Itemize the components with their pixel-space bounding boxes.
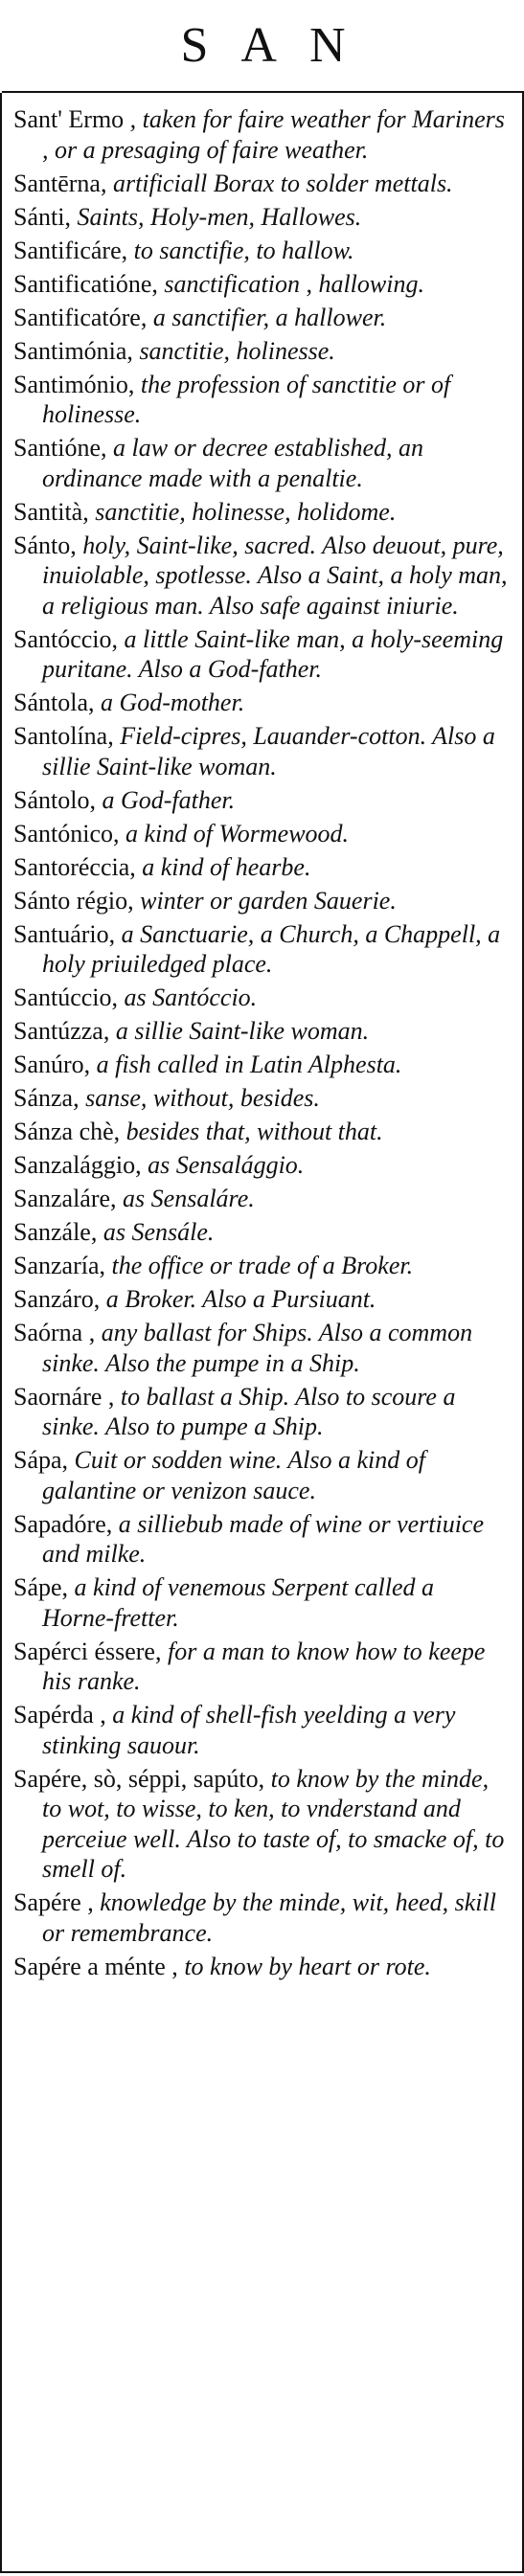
dictionary-entry xyxy=(13,1117,509,1147)
entry-definition: as Santóccio. xyxy=(118,983,258,1011)
dictionary-entry xyxy=(13,1445,509,1505)
entry-definition: a Broker. Also a Pursiuant. xyxy=(100,1285,376,1313)
entry-headword: Sanzaláre, xyxy=(13,1185,117,1212)
entry-headword: Sanúro, xyxy=(13,1051,91,1078)
entry-headword: Sapadóre, xyxy=(13,1509,113,1538)
entry-headword: Sapérci éssere, xyxy=(13,1637,162,1665)
dictionary-entry xyxy=(13,721,509,781)
entry-headword: Saórna , xyxy=(13,1319,96,1346)
entry-headword: Sántola, xyxy=(13,689,95,716)
entry-headword: Santóccio, xyxy=(13,624,119,653)
entries-column xyxy=(0,93,524,2573)
entry-headword: Sapére, sò, séppi, sapúto, xyxy=(13,1764,265,1793)
dictionary-entry xyxy=(13,886,509,916)
entry-definition: as Sensále. xyxy=(97,1218,215,1246)
dictionary-entry xyxy=(13,531,509,621)
dictionary-entry xyxy=(13,1952,509,1982)
dictionary-entry xyxy=(13,785,509,816)
entry-definition: sanctitie, holinesse, holidome. xyxy=(88,497,397,526)
dictionary-entry xyxy=(13,370,509,430)
dictionary-entry xyxy=(13,919,509,980)
entry-definition: a kind of hearbe. xyxy=(135,852,311,881)
entry-definition: artificiall Borax to solder mettals. xyxy=(106,169,453,197)
entry-definition: a kind of shell-fish yeelding a very stinking sauour. xyxy=(42,1701,456,1759)
dictionary-entry xyxy=(13,624,509,685)
dictionary-entry xyxy=(13,1572,509,1633)
dictionary-entry xyxy=(13,1184,509,1214)
entry-definition: the office or trade of a Broker. xyxy=(105,1252,414,1279)
dictionary-entry xyxy=(13,1050,509,1080)
entry-definition: any ballast for Ships. Also a common sinke. Also the pumpe in a Ship. xyxy=(42,1319,473,1377)
entry-definition: to know by the minde, to wot, to wisse, to ken, to vnderstand and perceiue well. Also to taste of, to smacke of, to smell of. xyxy=(42,1764,505,1883)
entry-definition: Field-cipres, Lauander-cotton. Also a sillie Saint-like woman. xyxy=(42,722,495,780)
entry-definition: holy, Saint-like, sacred. Also deuout, pure, inuiolable, spotlesse. Also a Saint, a holy man, a religious man. Also safe against iniurie. xyxy=(42,531,508,620)
entry-headword: Saornáre , xyxy=(13,1382,115,1411)
section-heading: SAN xyxy=(180,18,378,73)
entry-definition: Saints, Holy-men, Hallowes. xyxy=(70,202,362,231)
entry-headword: Sapérda , xyxy=(13,1701,106,1729)
entry-headword: Sápe, xyxy=(13,1573,69,1601)
entry-headword: Sánto, xyxy=(13,531,77,559)
entry-definition: sanctitie, holinesse. xyxy=(132,336,335,365)
entry-definition: to know by heart or rote. xyxy=(177,1952,431,1980)
page-header xyxy=(2,0,524,93)
dictionary-entry xyxy=(13,303,509,333)
entry-headword: Sanzalággio, xyxy=(13,1151,142,1179)
entry-headword: Sant' Ermo xyxy=(13,105,125,133)
entry-definition: sanctification , hallowing. xyxy=(157,269,424,298)
entry-headword: Santimónio, xyxy=(13,370,135,398)
entry-headword: Sápa, xyxy=(13,1446,69,1474)
entry-headword: Sánza chè, xyxy=(13,1118,121,1145)
entry-definition: a law or decree established, an ordinance made with a penaltie. xyxy=(42,434,423,492)
entry-headword: Sánza, xyxy=(13,1084,80,1112)
entry-headword: Santificatióne, xyxy=(13,269,158,298)
entry-headword: Santērna, xyxy=(13,169,107,197)
entry-headword: Santuário, xyxy=(13,919,116,948)
entry-definition: besides that, without that. xyxy=(120,1118,383,1145)
dictionary-entry xyxy=(13,202,509,233)
dictionary-entry xyxy=(13,1637,509,1697)
dictionary-entry xyxy=(13,1509,509,1570)
entry-definition: as Sensalággio. xyxy=(141,1151,305,1179)
dictionary-entry xyxy=(13,269,509,300)
dictionary-entry xyxy=(13,1083,509,1114)
entry-definition: Cuit or sodden wine. Also a kind of galantine or venizon sauce. xyxy=(42,1446,425,1504)
entry-definition: a God-mother. xyxy=(94,689,245,716)
entry-definition: to sanctifie, to hallow. xyxy=(127,236,354,264)
entry-definition: for a man to know how to keepe his ranke. xyxy=(42,1637,486,1695)
entry-definition: a God-father. xyxy=(95,785,236,814)
entry-headword: Sánto régio, xyxy=(13,886,134,915)
dictionary-entry xyxy=(13,852,509,883)
entry-definition: a sillie Saint-like woman. xyxy=(109,1017,370,1045)
entry-headword: Santità, xyxy=(13,497,89,526)
dictionary-entry xyxy=(13,688,509,718)
dictionary-entry xyxy=(13,1284,509,1315)
entry-definition: a little Saint-like man, a holy-seeming puritane. Also a God-father. xyxy=(42,624,504,683)
entry-definition: as Sensaláre. xyxy=(116,1185,255,1212)
entry-headword: Sanzáro, xyxy=(13,1285,101,1313)
entry-definition: , taken for faire weather for Mariners , or a presaging of faire weather. xyxy=(42,105,505,164)
dictionary-entry xyxy=(13,497,509,528)
dictionary-entry xyxy=(13,1016,509,1047)
entry-headword: Sanzále, xyxy=(13,1218,98,1246)
entry-headword: Sapére a ménte , xyxy=(13,1952,178,1980)
dictionary-entry xyxy=(13,1700,509,1760)
entry-headword: Santúccio, xyxy=(13,983,119,1011)
entry-definition: to ballast a Ship. Also to scoure a sinke. Also to pumpe a Ship. xyxy=(42,1382,456,1440)
dictionary-entry xyxy=(13,1318,509,1378)
entry-definition: knowledge by the minde, wit, heed, skill or remembrance. xyxy=(42,1888,496,1947)
dictionary-entry xyxy=(13,433,509,493)
entry-headword: Santificatóre, xyxy=(13,303,148,331)
dictionary-entry xyxy=(13,819,509,849)
entry-definition: sanse, without, besides. xyxy=(79,1084,320,1112)
entry-headword: Santoréccia, xyxy=(13,852,136,881)
entry-headword: Sapére , xyxy=(13,1888,94,1916)
entry-headword: Santimónia, xyxy=(13,336,133,365)
entry-headword: Santolína, xyxy=(13,722,114,750)
dictionary-entry xyxy=(13,336,509,367)
dictionary-entry xyxy=(13,1764,509,1885)
entry-headword: Sántolo, xyxy=(13,785,96,814)
entry-headword: Santificáre, xyxy=(13,236,128,264)
dictionary-entry xyxy=(13,1150,509,1181)
entry-headword: Santióne, xyxy=(13,434,107,462)
entry-definition: a silliebub made of wine or vertiuice and milke. xyxy=(42,1509,485,1568)
entry-definition: a Sanctuarie, a Church, a Chappell, a holy priuiledged place. xyxy=(42,919,501,978)
dictionary-entry xyxy=(13,1382,509,1442)
entry-headword: Sánti, xyxy=(13,202,71,231)
dictionary-entry xyxy=(13,983,509,1013)
dictionary-entry xyxy=(13,236,509,266)
dictionary-entry xyxy=(13,1217,509,1248)
dictionary-entry xyxy=(13,169,509,199)
entry-headword: Sanzaría, xyxy=(13,1252,106,1279)
entry-definition: a sanctifier, a hallower. xyxy=(147,303,387,331)
dictionary-entry xyxy=(13,1251,509,1281)
entry-headword: Santónico, xyxy=(13,819,120,847)
entry-definition: the profession of sanctitie or of holinesse. xyxy=(42,370,451,428)
entry-headword: Santúzza, xyxy=(13,1017,110,1045)
entry-definition: a fish called in Latin Alphesta. xyxy=(90,1051,402,1078)
entry-definition: winter or garden Sauerie. xyxy=(133,886,397,915)
dictionary-entry xyxy=(13,104,509,165)
entry-definition: a kind of venemous Serpent called a Horne-fretter. xyxy=(42,1573,434,1632)
dictionary-entry xyxy=(13,1887,509,1948)
entry-definition: a kind of Wormewood. xyxy=(119,819,350,847)
